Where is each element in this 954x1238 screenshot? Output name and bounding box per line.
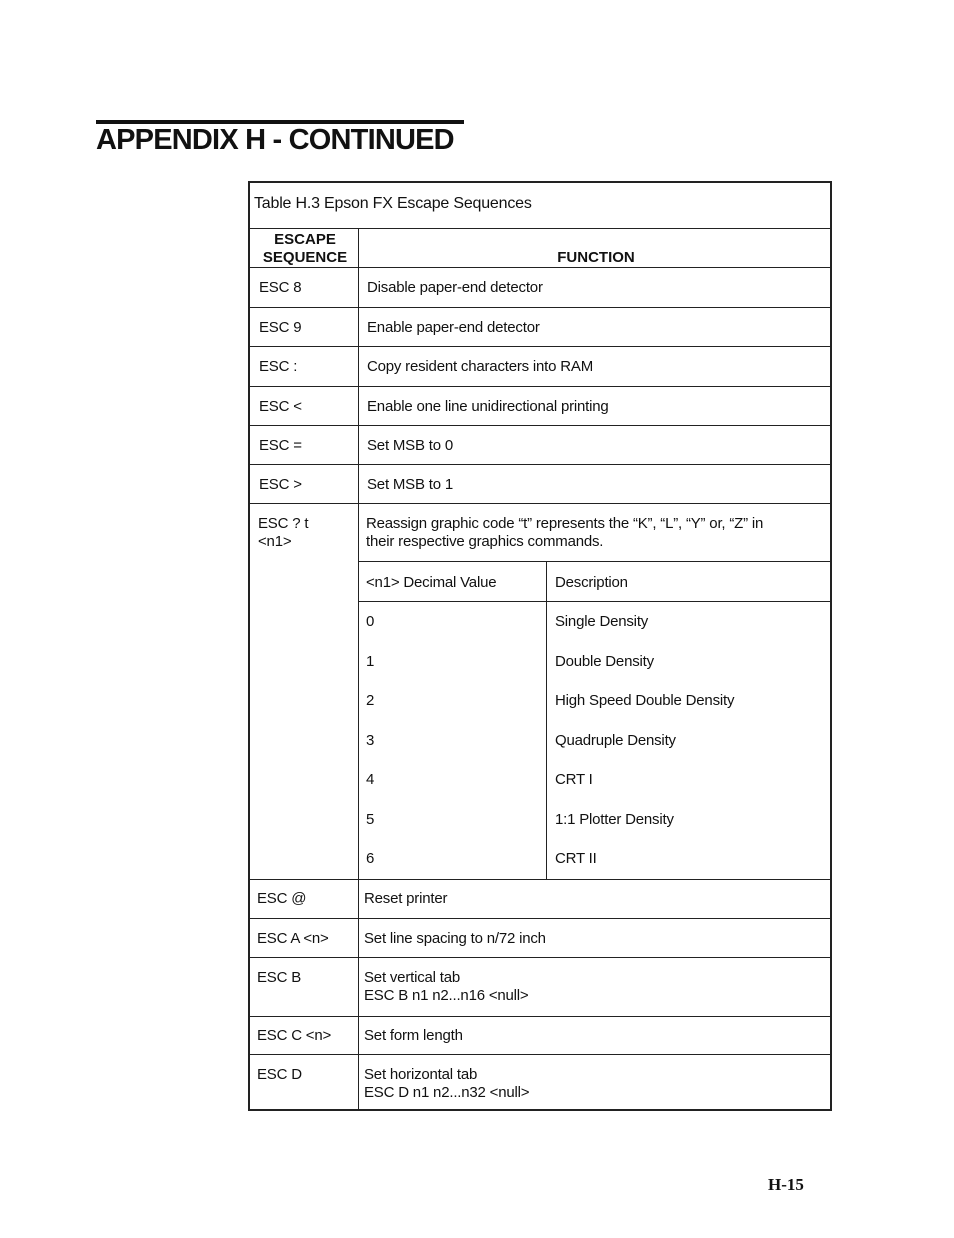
function-cell: Set MSB to 0 [367,437,453,454]
function-cell: Copy resident characters into RAM [367,358,593,375]
function-cell: Set line spacing to n/72 inch [364,930,546,947]
subtable-value: 0 [366,613,375,630]
function-cell: Set vertical tab [364,969,461,986]
subtable-description: High Speed Double Density [555,692,735,709]
function-cell: Set MSB to 1 [367,476,453,493]
page-number: H-15 [768,1175,804,1194]
esc-cell: ESC 9 [259,319,302,336]
subtable-header-line [358,601,830,602]
esc-cell: ESC @ [257,890,307,907]
function-cell: Reassign graphic code “t” represents the “K”, “L”, “Y” or, “Z” in [366,515,764,532]
row-divider [250,464,830,465]
subtable-header-value: <n1> Decimal Value [366,574,497,591]
row-divider [250,346,830,347]
subtable-value: 1 [366,653,375,670]
function-cell: Set form length [364,1027,463,1044]
subtable-value: 5 [366,811,375,828]
esc-cell: ESC B [257,969,302,986]
function-cell-syntax: ESC B n1 n2...n16 <null> [364,987,529,1004]
subtable-description: Quadruple Density [555,732,676,749]
esc-cell: ESC = [259,437,302,454]
subtable-description: 1:1 Plotter Density [555,811,674,828]
esc-cell: ESC C <n> [257,1027,332,1044]
esc-cell-param: <n1> [258,533,292,550]
row-divider [250,957,830,958]
row-divider [250,918,830,919]
row-divider [250,1016,830,1017]
subtable-top-line [358,561,830,562]
esc-cell: ESC > [259,476,302,493]
header-divider [250,267,830,268]
row-divider [250,386,830,387]
row-divider [250,879,830,880]
esc-cell: ESC 8 [259,279,302,296]
row-divider [250,307,830,308]
function-cell-syntax: ESC D n1 n2...n32 <null> [364,1084,530,1101]
subtable-description: Double Density [555,653,654,670]
esc-cell: ESC D [257,1066,302,1083]
esc-cell: ESC A <n> [257,930,329,947]
header-function: FUNCTION [557,249,635,266]
esc-cell: ESC < [259,398,302,415]
header-escape-line2: SEQUENCE [262,249,348,266]
row-divider [250,503,830,504]
function-cell-continued: their respective graphics commands. [366,533,604,550]
subtable-description: Single Density [555,613,649,630]
column-divider [358,228,359,1109]
subtable-value: 3 [366,732,375,749]
table-caption: Table H.3 Epson FX Escape Sequences [254,195,532,212]
subtable-column-divider [546,561,547,879]
escape-sequence-table [248,181,832,1111]
header-escape-sequence [250,231,360,267]
function-cell: Reset printer [364,890,448,907]
row-divider [250,425,830,426]
row-divider [250,1054,830,1055]
function-cell: Enable paper-end detector [367,319,540,336]
function-cell: Set horizontal tab [364,1066,478,1083]
subtable-value: 2 [366,692,375,709]
subtable-header-description: Description [555,574,628,591]
subtable-value: 4 [366,771,375,788]
esc-cell: ESC ? t [258,515,309,532]
subtable-description: CRT I [555,771,593,788]
function-cell: Enable one line unidirectional printing [367,398,609,415]
esc-cell: ESC : [259,358,298,375]
caption-divider [250,228,830,229]
header-escape-line1: ESCAPE [274,231,336,248]
page-heading: APPENDIX H - CONTINUED [96,124,454,156]
subtable-description: CRT II [555,850,597,867]
function-cell: Disable paper-end detector [367,279,543,296]
subtable-value: 6 [366,850,375,867]
